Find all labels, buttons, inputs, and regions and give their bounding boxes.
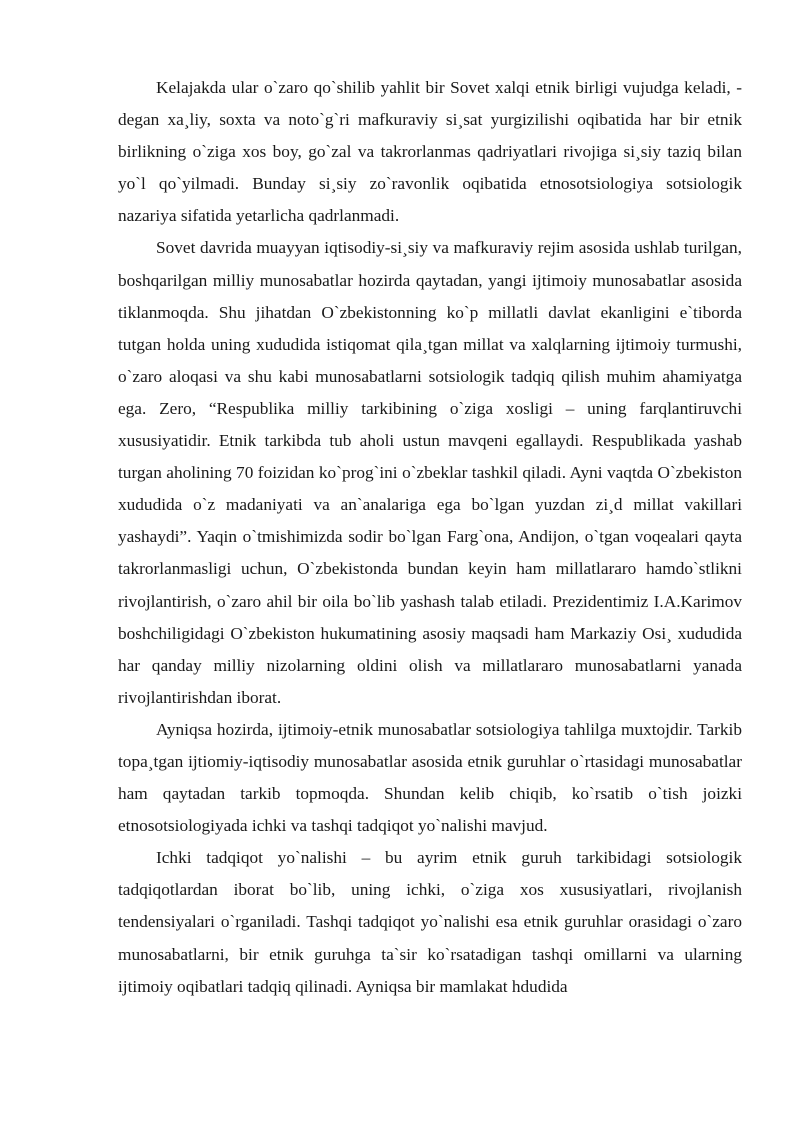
- paragraph: Ayniqsa hozirda, ijtimoiy-etnik munosabatlar sotsiologiya tahlilga muxtojdir. Tarkib topa¸tgan ijtiomiy-iqtisodiy munosabatlar asosida etnik guruhlar o`rtasidagi munosabatlar ham qaytadan tarkib topmoqda. Shundan kelib chiqib, ko`rsatib o`tish joizki etnosotsiologiyada ichki va tashqi tadqiqot yo`nalishi mavjud.: [118, 719, 742, 836]
- paragraph: Sovet davrida muayyan iqtisodiy-si¸siy va mafkuraviy rejim asosida ushlab turilgan, boshqarilgan milliy munosabatlar hozirda qaytadan, yangi ijtimoiy munosabatlar asosida tiklanmoqda. Shu jihatdan O`zbekistonning ko`p millatli davlat ekanligini e`tiborda tutgan holda uning xududida istiqomat qila¸tgan millat va xalqlarning ijtimoiy turmushi, o`zaro aloqasi va shu kabi munosabatlarni sotsiologik tadqiq qilish muhim ahamiyatga ega. Zero, “Respublika milliy tarkibining o`ziga xosligi – uning farqlantiruvchi xususiyatidir. Etnik tarkibda tub aholi ustun mavqeni egallaydi. Respublikada yashab turgan aholining 70 foizidan ko`prog`ini o`zbeklar tashkil qiladi. Ayni vaqtda O`zbekiston xududida o`z madaniyati va an`analariga ega bo`lgan yuzdan zi¸d millat vakillari yashaydi”. Yaqin o`tmishimizda sodir bo`lgan Farg`ona, Andijon, o`tgan voqealari qayta takrorlanmasligi uchun, O`zbekistonda bundan keyin ham millatlararo hamdo`stlikni rivojlantirish, o`zaro ahil bir oila bo`lib yashash talab etiladi. Prezidentimiz I.A.Karimov boshchiligidagi O`zbekiston hukumatining asosiy maqsadi ham Markaziy Osi¸ xududida har qanday milliy nizolarning oldini olish va millatlararo munosabatlarni yanada rivojlantirishdan iborat.: [118, 238, 742, 707]
- document-page: [118, 72, 742, 1003]
- paragraph: Ichki tadqiqot yo`nalishi – bu ayrim etnik guruh tarkibidagi sotsiologik tadqiqotlardan iborat bo`lib, uning ichki, o`ziga xos xususiyatlari, rivojlanish tendensiyalari o`rganiladi. Tashqi tadqiqot yo`nalishi esa etnik guruhlar orasidagi o`zaro munosabatlarni, bir etnik guruhga ta`sir ko`rsatadigan tashqi omillarni va ularning ijtimoiy oqibatlari tadqiq qilinadi. Ayniqsa bir mamlakat hdudida: [118, 848, 742, 996]
- paragraph: Kelajakda ular o`zaro qo`shilib yahlit bir Sovet xalqi etnik birligi vujudga keladi, - degan xa¸liy, soxta va noto`g`ri mafkuraviy si¸sat yurgizilishi oqibatida har bir etnik birlikning o`ziga xos boy, go`zal va takrorlanmas qadriyatlari rivojiga si¸siy taziq bilan yo`l qo`yilmadi. Bunday si¸siy zo`ravonlik oqibatida etnosotsiologiya sotsiologik nazariya sifatida yetarlicha qadrlanmadi.: [118, 78, 742, 226]
